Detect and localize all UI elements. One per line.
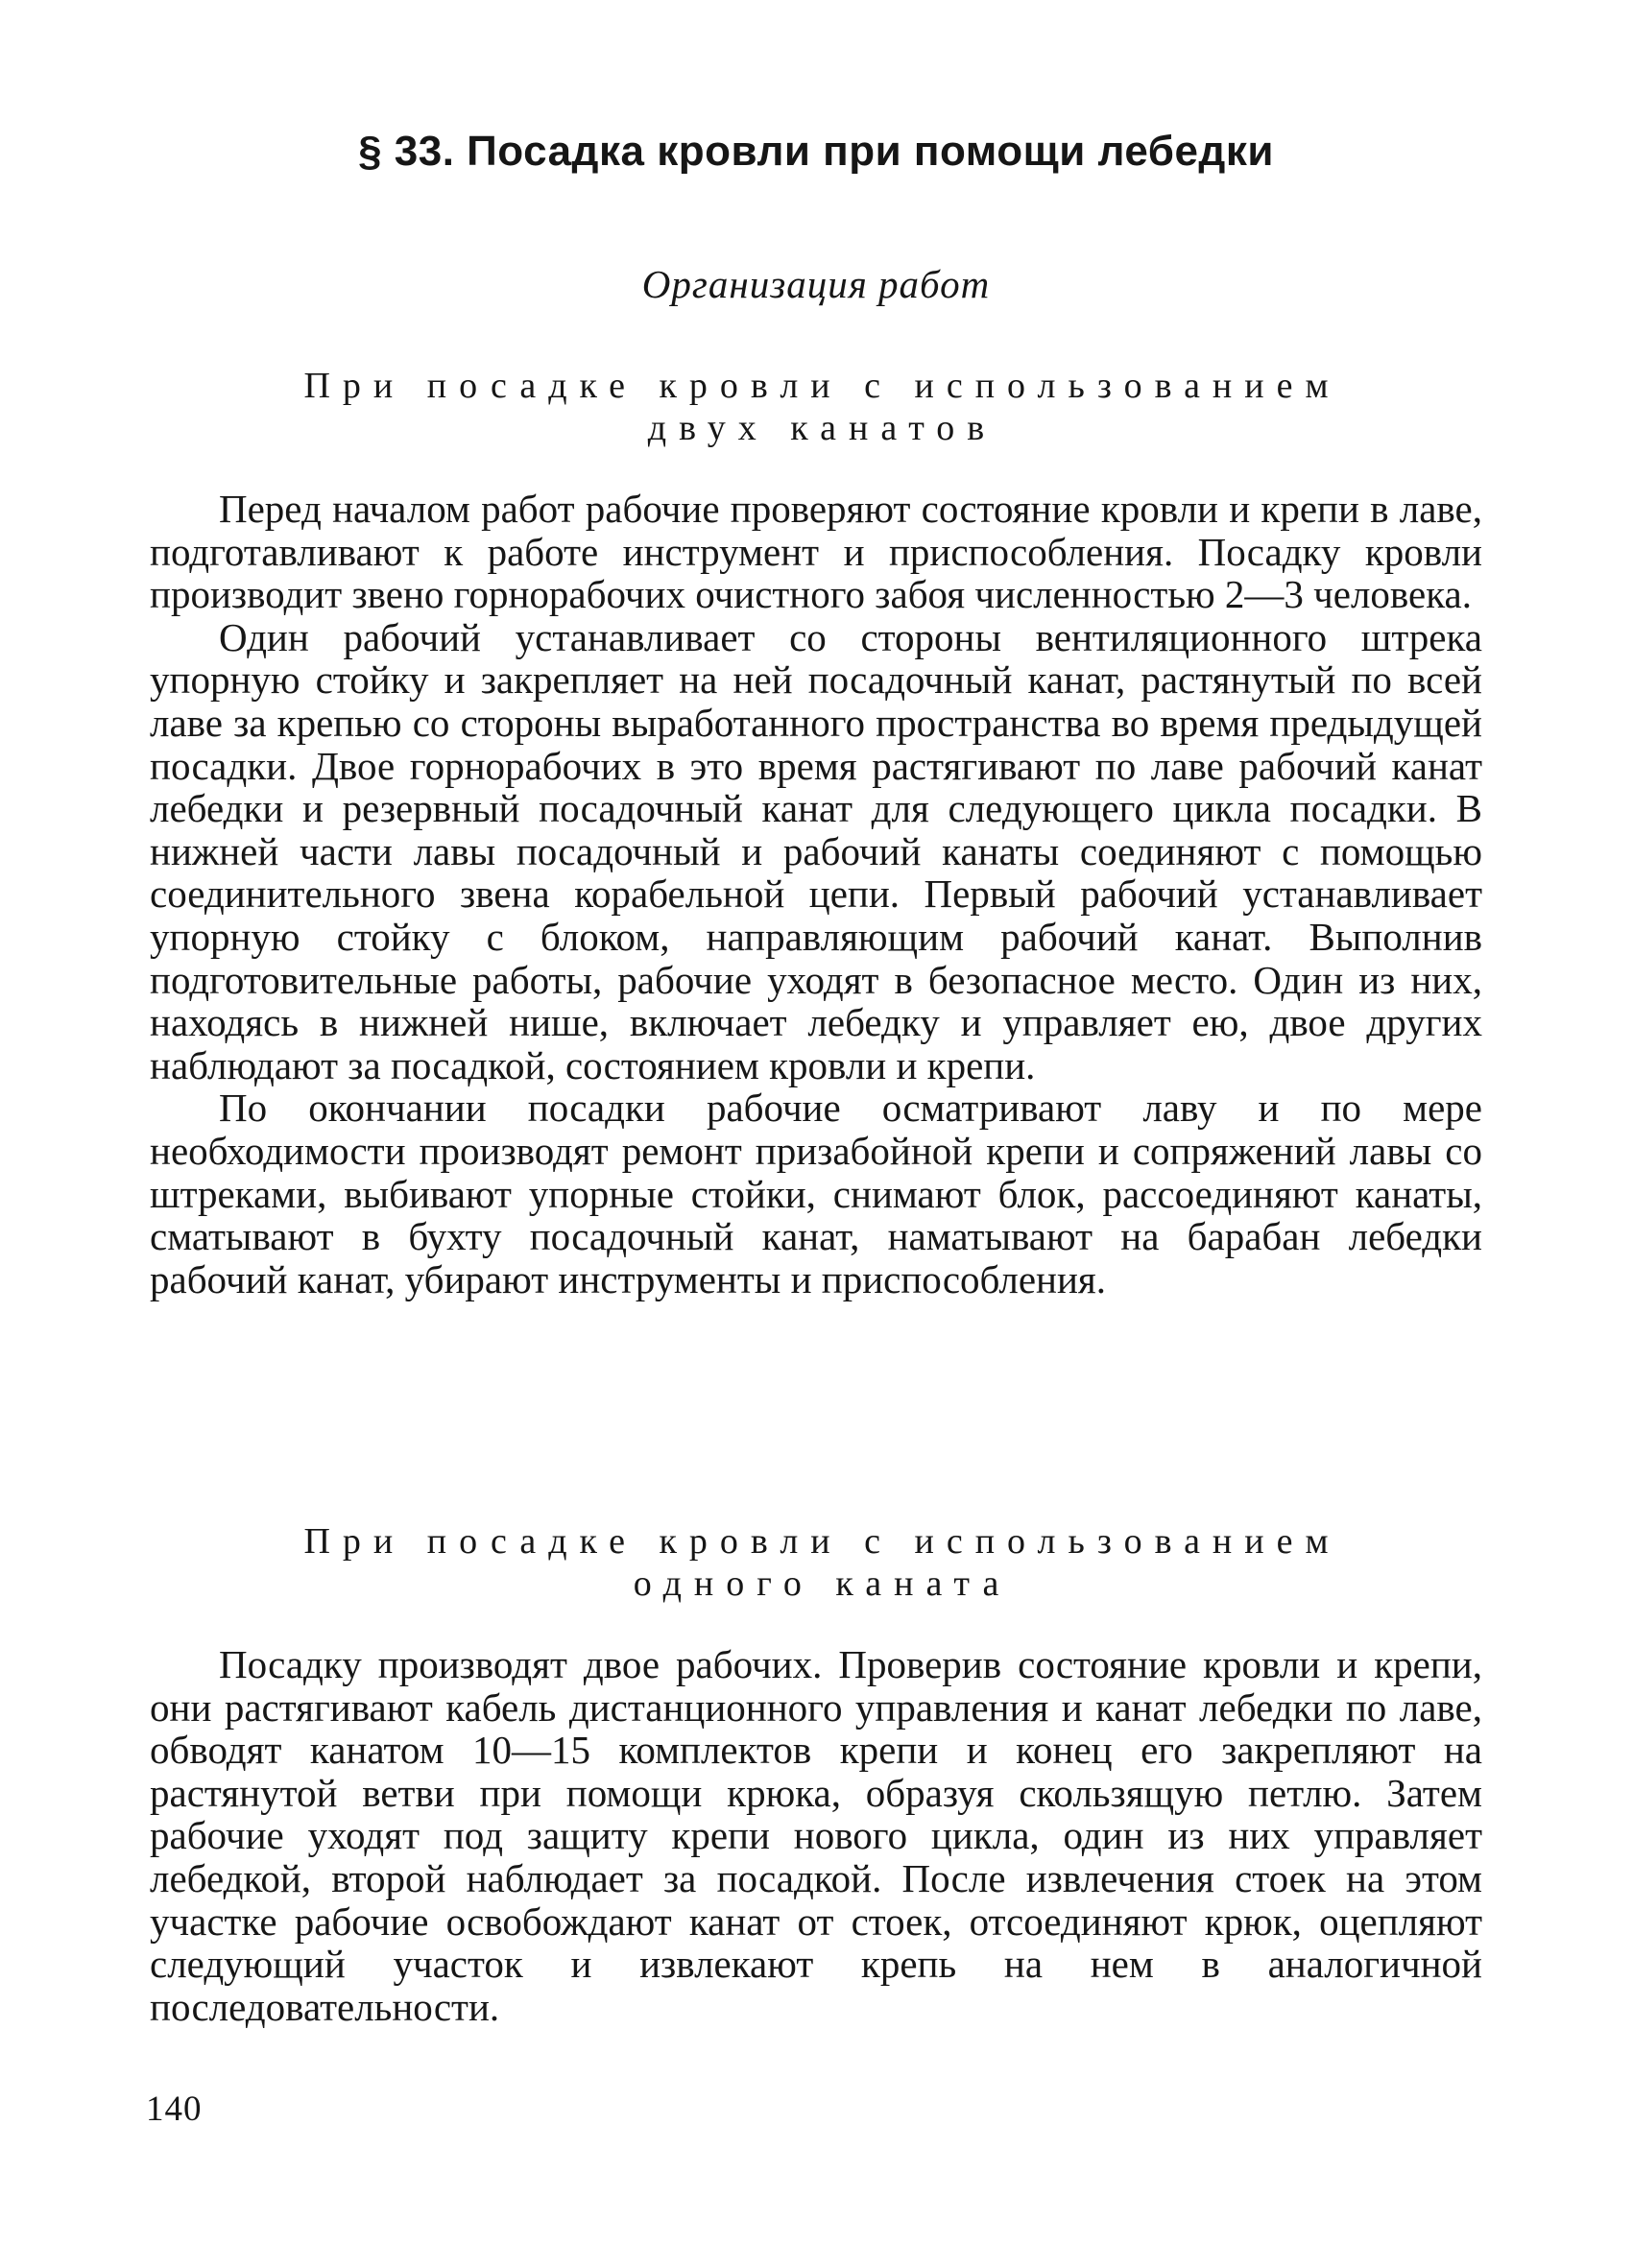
heading-line: одного каната — [633, 1564, 1012, 1604]
page-number: 140 — [146, 2089, 203, 2129]
heading-line: двух канатов — [647, 408, 997, 448]
text-block-one-rope — [150, 1643, 1482, 2028]
heading-line: При посадке кровли с использованием — [303, 1521, 1341, 1562]
book-page — [146, 0, 1482, 2268]
paragraph: Посадку производят двое рабочих. Проверив состояние кровли и крепи, они растягивают кабель дистанционного управления и канат лебедки по лаве, обводят канатом 10—15 комплектов крепи и конец его закрепляют на растянутой ветви при помощи крюка, образуя скользящую петлю. Затем рабочие уходят под защиту крепи нового цикла, один из них управляет лебедкой, второй наблюдает за посадкой. После извлечения стоек на этом участке рабочие освобождают канат от стоек, отсоединяют крюк, оцепляют следующий участок и извлекают крепь на нем в аналогичной последовательности. — [150, 1642, 1482, 2029]
text-block-two-ropes — [150, 488, 1482, 1301]
paragraph: Один рабочий устанавливает со стороны вентиляционного штрека упорную стойку и закрепляет на ней посадочный канат, растянутый по всей лаве за крепью со стороны выработанного пространства во время предыдущей посадки. Двое горнорабочих в это время растягивают по лаве рабочий канат лебедки и резервный посадочный канат для следующего цикла посадки. В нижней части лавы посадочный и рабочий канаты соединяют с помощью соединительного звена корабельной цепи. Первый рабочий устанавливает упорную стойку с блоком, направляющим рабочий канат. Выполнив подготовительные работы, рабочие уходят в безопасное место. Один из них, находясь в нижней нише, включает лебедку и управляет ею, двое других наблюдают за посадкой, состоянием кровли и крепи. — [150, 614, 1482, 1087]
subsection-title: Организация работ — [641, 262, 991, 306]
heading-two-ropes — [150, 365, 1482, 449]
heading-line: При посадке кровли с использованием — [303, 366, 1341, 406]
section-title: § 33. Посадка кровли при помощи лебедки — [358, 128, 1274, 175]
paragraph: По окончании посадки рабочие осматривают лаву и по мере необходимости производят ремонт призабойной крепи и сопряжений лавы со штреками, выбивают упорные стойки, снимают блок, рассоединяют канаты, сматывают в бухту посадочный канат, наматывают на барабан лебедки рабочий канат, убирают инструменты и приспособления. — [150, 1086, 1482, 1301]
paragraph: Перед началом работ рабочие проверяют состояние кровли и крепи в лаве, подготавливают к работе инструмент и приспособления. Посадку кровли производит звено горнорабочих очистного забоя численностью 2—3 человека. — [150, 487, 1482, 617]
heading-one-rope — [150, 1520, 1482, 1605]
